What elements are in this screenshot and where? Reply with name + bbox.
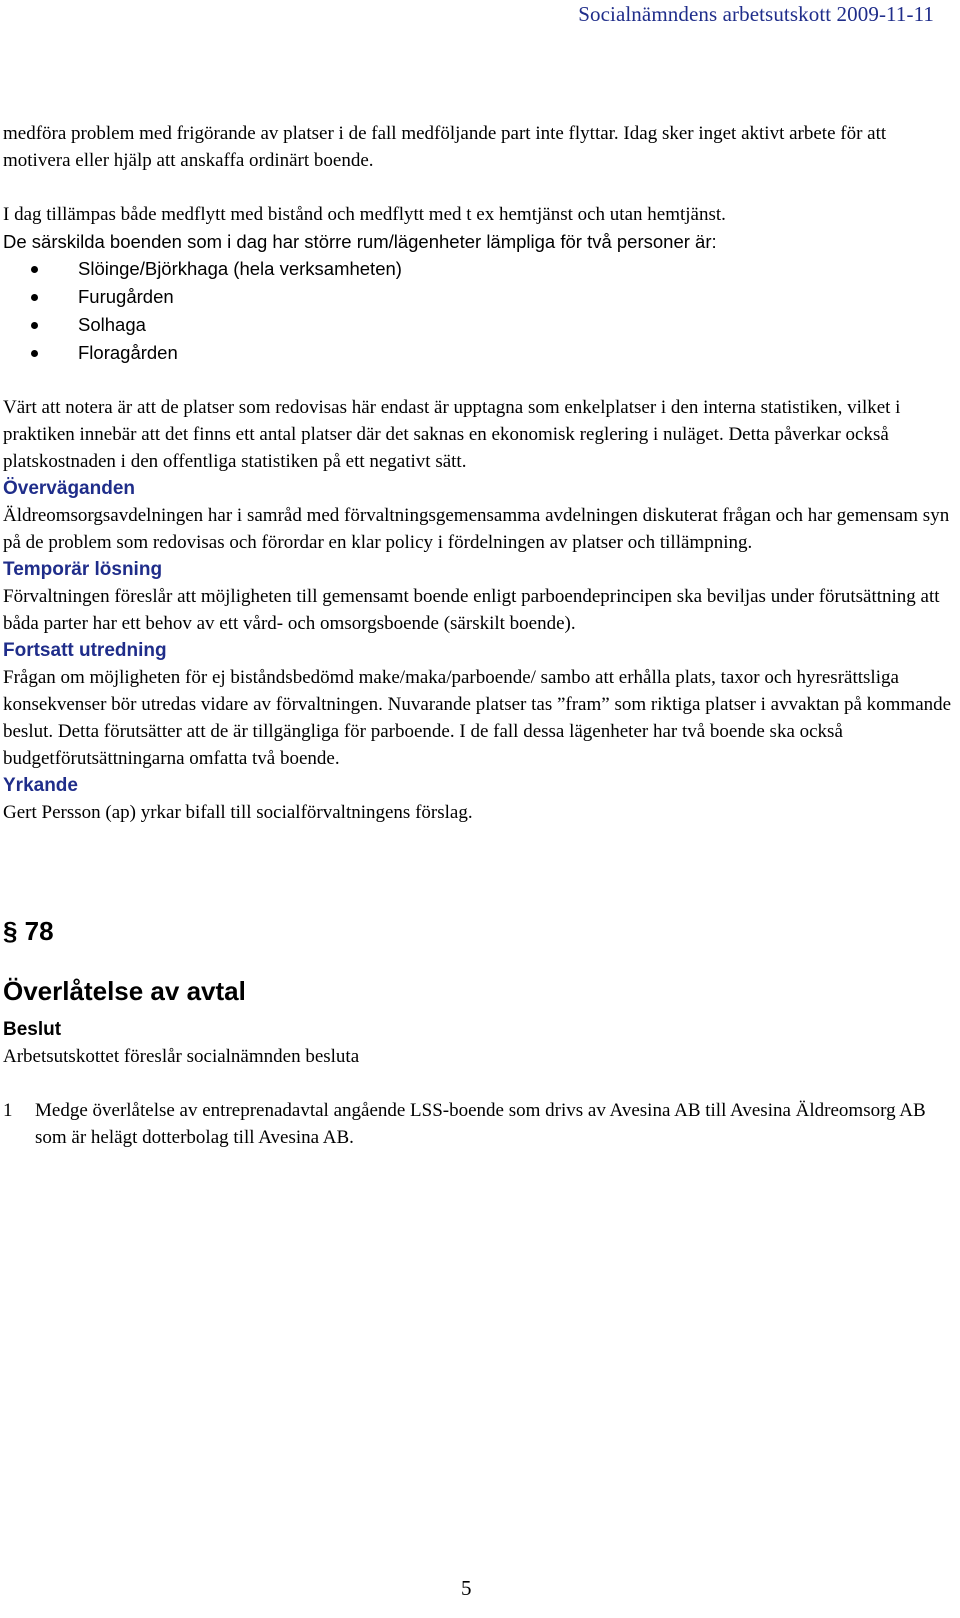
beslut-intro: Arbetsutskottet föreslår socialnämnden besluta: [3, 1046, 360, 1067]
list-item: Slöinge/Björkhaga (hela verksamheten): [3, 255, 953, 283]
temporar-heading: Temporär lösning: [3, 559, 163, 580]
decision-number: 1: [3, 1100, 13, 1121]
page-header: Socialnämndens arbetsutskott 2009-11-11: [578, 2, 934, 26]
list-item: Furugården: [3, 283, 953, 311]
temporar-text: Förvaltningen föreslår att möjligheten till gemensamt boende enligt parboendeprincipen ska beviljas under förutsättning att båda parter har ett behov av ett vård- och omsorgsboende (särskilt boende).: [3, 586, 940, 634]
decision-item: [3, 1097, 953, 1151]
fortsatt-heading: Fortsatt utredning: [3, 640, 167, 661]
overvaganden-text: Äldreomsorgsavdelningen har i samråd med förvaltningsgemensamma avdelningen diskuterat frågan och har gemensam syn på de problem som redovisas och förordar en klar policy i fördelningen av platser och tillämpning.: [3, 505, 950, 553]
boenden-list: [3, 255, 953, 367]
bullet-icon: [31, 322, 38, 329]
intro-paragraph: medföra problem med frigörande av platser i de fall medföljande part inte flyttar. Idag sker inget aktivt arbete för att motivera eller hjälp att anskaffa ordinärt boende.: [3, 123, 887, 171]
page-number: 5: [461, 1576, 472, 1600]
boenden-intro: De särskilda boenden som i dag har större rum/lägenheter lämpliga för två personer är:: [3, 231, 717, 252]
statistik-paragraph: Värt att notera är att de platser som redovisas här endast är upptagna som enkelplatser i den interna statistiken, vilket i praktiken innebär att det finns ett antal platser där det saknas en ekonomisk reglering i nuläget. Detta påverkar också platskostnaden i den offentliga statistiken på ett negativt sätt.: [3, 397, 901, 472]
medflytt-paragraph: I dag tillämpas både medflytt med bistånd och medflytt med t ex hemtjänst och utan hemtjänst.: [3, 204, 726, 225]
yrkande-heading: Yrkande: [3, 775, 78, 796]
document-body: [3, 120, 953, 1151]
section-number: § 78: [3, 916, 54, 946]
bullet-icon: [31, 266, 38, 273]
list-item: Floragården: [3, 339, 953, 367]
list-item: Solhaga: [3, 311, 953, 339]
beslut-heading: Beslut: [3, 1019, 62, 1040]
overvaganden-heading: Överväganden: [3, 478, 135, 499]
decision-text: Medge överlåtelse av entreprenadavtal angående LSS-boende som drivs av Avesina AB till Avesina Äldreomsorg AB som är helägt dotterbolag till Avesina AB.: [35, 1100, 926, 1148]
bullet-icon: [31, 294, 38, 301]
bullet-icon: [31, 350, 38, 357]
fortsatt-text: Frågan om möjligheten för ej biståndsbedömd make/maka/parboende/ sambo att erhålla plats, taxor och hyresrättsliga konsekvenser bör utredas vidare av förvaltningen. Nuvarande platser tas ”fram” som riktiga platser i avvaktan på kommande beslut. Detta förutsätter att de är tillgängliga för parboende. I de fall dessa lägenheter har två boende ska också budgetförutsättningarna omfatta två boende.: [3, 667, 952, 769]
yrkande-text: Gert Persson (ap) yrkar bifall till socialförvaltningens förslag.: [3, 802, 473, 823]
section-title: Överlåtelse av avtal: [3, 976, 246, 1006]
